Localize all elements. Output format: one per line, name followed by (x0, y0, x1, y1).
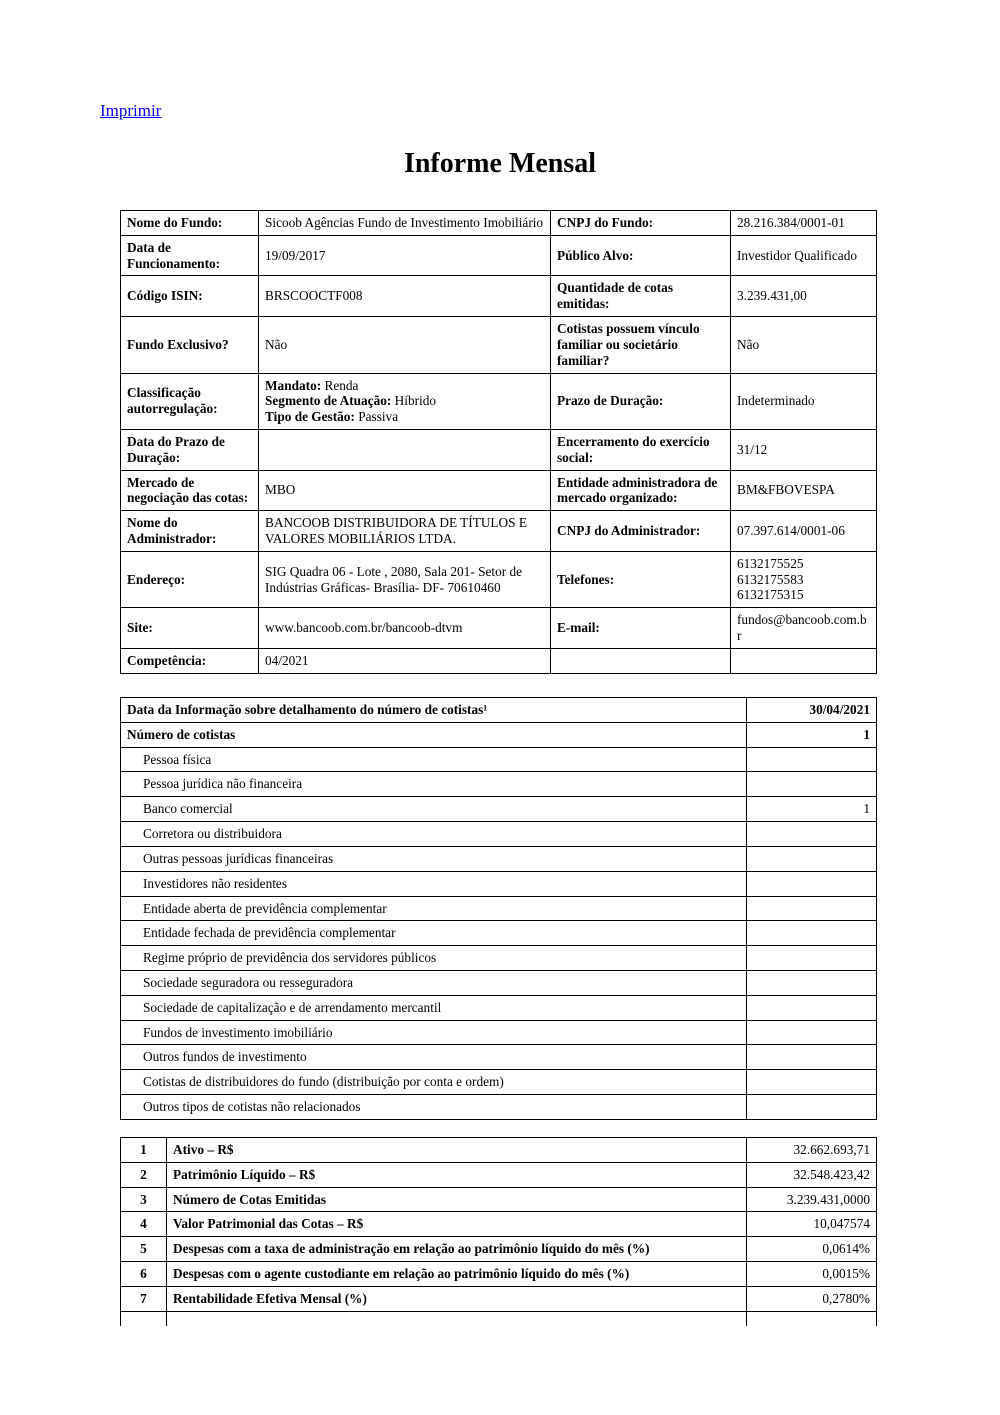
cotistas-category-value (747, 772, 877, 797)
cotistas-category-value (747, 1020, 877, 1045)
fund-field-value: Investidor Qualificado (731, 235, 877, 276)
classification-sublabel: Segmento de Atuação: (265, 393, 395, 409)
cotistas-row (121, 747, 877, 772)
metric-label: Ativo – R$ (167, 1138, 747, 1163)
cotistas-total-value: 1 (747, 722, 877, 747)
cotistas-row (121, 921, 877, 946)
cotistas-row (121, 1095, 877, 1120)
metric-label: Rentabilidade Efetiva Mensal (%) (167, 1286, 747, 1311)
cotistas-body (121, 698, 877, 1120)
fund-field-label: Telefones: (551, 551, 731, 607)
fund-field-label: Classificação autorregulação: (121, 373, 259, 429)
cotistas-category-value (747, 846, 877, 871)
fund-field-value: MBO (259, 470, 551, 511)
fund-field-value: 3.239.431,00 (731, 276, 877, 317)
cotistas-category-value (747, 871, 877, 896)
fund-field-value (259, 429, 551, 470)
cotistas-category-label: Sociedade seguradora ou resseguradora (121, 970, 747, 995)
fund-info-row (121, 608, 877, 649)
fund-field-label: Competência: (121, 648, 259, 673)
fund-field-value: Sicoob Agências Fundo de Investimento Imobiliário (259, 211, 551, 236)
fund-field-value: 28.216.384/0001-01 (731, 211, 877, 236)
phone-line: 6132175315 (737, 587, 804, 603)
metric-number: 5 (121, 1237, 167, 1262)
cotistas-category-value (747, 822, 877, 847)
cotistas-category-label: Fundos de investimento imobiliário (121, 1020, 747, 1045)
cotistas-category-value (747, 995, 877, 1020)
fund-info-row (121, 235, 877, 276)
cotistas-category-value (747, 1095, 877, 1120)
cotistas-category-value (747, 896, 877, 921)
cotistas-row (121, 1020, 877, 1045)
fund-info-row (121, 373, 877, 429)
cotistas-row (121, 946, 877, 971)
metric-row (121, 1262, 877, 1287)
fund-info-row (121, 551, 877, 607)
fund-field-label: Fundo Exclusivo? (121, 317, 259, 373)
fund-field-value: 19/09/2017 (259, 235, 551, 276)
print-link[interactable]: Imprimir (100, 101, 162, 120)
fund-info-row (121, 511, 877, 552)
metrics-table (120, 1137, 877, 1326)
fund-info-row (121, 317, 877, 373)
metric-row (121, 1162, 877, 1187)
fund-field-label (551, 648, 731, 673)
cotistas-row (121, 896, 877, 921)
metric-number: 7 (121, 1286, 167, 1311)
phone-line: 6132175583 (737, 571, 804, 587)
fund-field-label: Entidade administradora de mercado organizado: (551, 470, 731, 511)
fund-field-value: 31/12 (731, 429, 877, 470)
metric-number: 1 (121, 1138, 167, 1163)
fund-field-value (731, 551, 877, 607)
cotistas-total-label: Número de cotistas (121, 722, 747, 747)
fund-field-label: Data do Prazo de Duração: (121, 429, 259, 470)
fund-info-body (121, 211, 877, 674)
phone-line: 6132175525 (737, 555, 804, 571)
metric-value: 32.662.693,71 (747, 1138, 877, 1163)
metric-value: 10,047574 (747, 1212, 877, 1237)
fund-field-label: E-mail: (551, 608, 731, 649)
fund-field-label: Código ISIN: (121, 276, 259, 317)
cotistas-row (121, 822, 877, 847)
fund-field-label: Nome do Administrador: (121, 511, 259, 552)
fund-field-value: Não (259, 317, 551, 373)
cotistas-row (121, 970, 877, 995)
cotistas-category-label: Entidade fechada de previdência complementar (121, 921, 747, 946)
classification-line: Tipo de Gestão: Passiva (265, 409, 399, 425)
metric-row-cutoff (121, 1311, 877, 1326)
metric-row (121, 1138, 877, 1163)
classification-sublabel: Tipo de Gestão: (265, 409, 359, 425)
cotistas-category-label: Entidade aberta de previdência complementar (121, 896, 747, 921)
metric-label: Patrimônio Líquido – R$ (167, 1162, 747, 1187)
classification-sublabel: Mandato: (265, 377, 325, 393)
metric-value: 0,2780% (747, 1286, 877, 1311)
cotistas-category-label: Pessoa física (121, 747, 747, 772)
cotistas-category-value (747, 747, 877, 772)
fund-field-value: Não (731, 317, 877, 373)
fund-field-value: BRSCOOCTF008 (259, 276, 551, 317)
cotistas-category-label: Sociedade de capitalização e de arrendamento mercantil (121, 995, 747, 1020)
fund-info-row (121, 648, 877, 673)
fund-field-value: 04/2021 (259, 648, 551, 673)
fund-field-label: CNPJ do Administrador: (551, 511, 731, 552)
cotistas-category-label: Outros tipos de cotistas não relacionados (121, 1095, 747, 1120)
cotistas-row (121, 1045, 877, 1070)
fund-field-label: Endereço: (121, 551, 259, 607)
metric-value: 32.548.423,42 (747, 1162, 877, 1187)
fund-field-value: www.bancoob.com.br/bancoob-dtvm (259, 608, 551, 649)
fund-field-value: Indeterminado (731, 373, 877, 429)
cotistas-table (120, 697, 877, 1120)
metric-row (121, 1187, 877, 1212)
fund-field-label: Prazo de Duração: (551, 373, 731, 429)
fund-field-label: Quantidade de cotas emitidas: (551, 276, 731, 317)
cotistas-category-label: Corretora ou distribuidora (121, 822, 747, 847)
metric-number: 3 (121, 1187, 167, 1212)
cotistas-category-value (747, 946, 877, 971)
fund-field-value: fundos@bancoob.com.br (731, 608, 877, 649)
metric-value (747, 1311, 877, 1326)
metric-label: Despesas com o agente custodiante em relação ao patrimônio líquido do mês (%) (167, 1262, 747, 1287)
cotistas-row (121, 871, 877, 896)
fund-field-label: Público Alvo: (551, 235, 731, 276)
cotistas-category-label: Outras pessoas jurídicas financeiras (121, 846, 747, 871)
cotistas-category-label: Cotistas de distribuidores do fundo (distribuição por conta e ordem) (121, 1070, 747, 1095)
cotistas-header-row (121, 698, 877, 723)
cotistas-category-value (747, 921, 877, 946)
fund-info-table (120, 210, 877, 674)
fund-field-label: Cotistas possuem vínculo familiar ou societário familiar? (551, 317, 731, 373)
cotistas-row (121, 1070, 877, 1095)
metric-number: 4 (121, 1212, 167, 1237)
metric-row (121, 1237, 877, 1262)
cotistas-category-label: Banco comercial (121, 797, 747, 822)
cotistas-category-value (747, 970, 877, 995)
metric-label (167, 1311, 747, 1326)
cotistas-row (121, 995, 877, 1020)
fund-field-label: Nome do Fundo: (121, 211, 259, 236)
classification-line: Segmento de Atuação: Híbrido (265, 393, 437, 409)
fund-info-row (121, 211, 877, 236)
metrics-body (121, 1138, 877, 1327)
cotistas-header-label: Data da Informação sobre detalhamento do número de cotistas¹ (121, 698, 747, 723)
metric-number: 6 (121, 1262, 167, 1287)
cotistas-header-date: 30/04/2021 (747, 698, 877, 723)
fund-field-label: Site: (121, 608, 259, 649)
cotistas-row (121, 846, 877, 871)
page-title: Informe Mensal (403, 148, 597, 179)
fund-field-label: Data de Funcionamento: (121, 235, 259, 276)
cotistas-total-row (121, 722, 877, 747)
metric-value: 0,0614% (747, 1237, 877, 1262)
fund-info-row (121, 276, 877, 317)
fund-info-row (121, 429, 877, 470)
fund-field-value: SIG Quadra 06 - Lote , 2080, Sala 201- Setor de Indústrias Gráficas- Brasília- DF- 70610460 (259, 551, 551, 607)
fund-info-row (121, 470, 877, 511)
metric-label: Número de Cotas Emitidas (167, 1187, 747, 1212)
cotistas-category-label: Investidores não residentes (121, 871, 747, 896)
metric-number: 2 (121, 1162, 167, 1187)
cotistas-category-label: Outros fundos de investimento (121, 1045, 747, 1070)
cotistas-category-label: Regime próprio de previdência dos servidores públicos (121, 946, 747, 971)
fund-field-value (259, 373, 551, 429)
cotistas-category-value: 1 (747, 797, 877, 822)
fund-field-label: Encerramento do exercício social: (551, 429, 731, 470)
fund-field-value: BM&FBOVESPA (731, 470, 877, 511)
metric-label: Valor Patrimonial das Cotas – R$ (167, 1212, 747, 1237)
metric-label: Despesas com a taxa de administração em relação ao patrimônio líquido do mês (%) (167, 1237, 747, 1262)
cotistas-category-label: Pessoa jurídica não financeira (121, 772, 747, 797)
fund-field-value (731, 648, 877, 673)
fund-field-value: 07.397.614/0001-06 (731, 511, 877, 552)
metric-row (121, 1212, 877, 1237)
fund-field-value: BANCOOB DISTRIBUIDORA DE TÍTULOS E VALORES MOBILIÁRIOS LTDA. (259, 511, 551, 552)
metric-number (121, 1311, 167, 1326)
cotistas-category-value (747, 1045, 877, 1070)
fund-field-label: Mercado de negociação das cotas: (121, 470, 259, 511)
fund-field-label: CNPJ do Fundo: (551, 211, 731, 236)
cotistas-category-value (747, 1070, 877, 1095)
metric-value: 0,0015% (747, 1262, 877, 1287)
cotistas-row (121, 797, 877, 822)
classification-line: Mandato: Renda (265, 377, 359, 393)
metric-value: 3.239.431,0000 (747, 1187, 877, 1212)
metric-row (121, 1286, 877, 1311)
cotistas-row (121, 772, 877, 797)
